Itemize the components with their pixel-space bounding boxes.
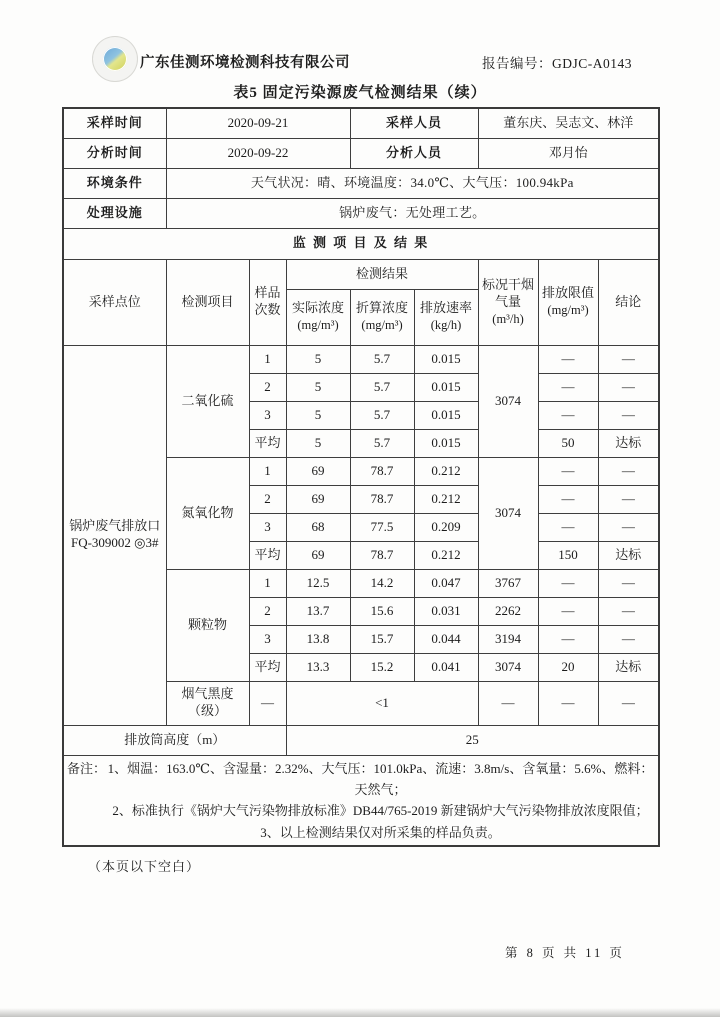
rate-value-cell: 0.015 bbox=[414, 373, 478, 401]
actual-value-cell: 13.3 bbox=[286, 653, 350, 681]
notes-cell bbox=[63, 755, 659, 846]
converted-value-cell: 14.2 bbox=[350, 569, 414, 597]
col-header-flue-volume bbox=[478, 259, 538, 345]
actual-value-cell: 68 bbox=[286, 513, 350, 541]
col-header-actual bbox=[286, 289, 350, 345]
company-name: 广东佳测环境检测科技有限公司 bbox=[140, 55, 350, 71]
sample-index-cell: 1 bbox=[249, 457, 286, 485]
flue-value-cell: 3194 bbox=[478, 625, 538, 653]
flue-value-cell: 3074 bbox=[478, 653, 538, 681]
note-item-3: 3、以上检测结果仅对所采集的样品负责。 bbox=[260, 824, 501, 840]
col-header-converted bbox=[350, 289, 414, 345]
converted-value-cell: 5.7 bbox=[350, 401, 414, 429]
conclusion-cell: — bbox=[598, 625, 659, 653]
note-item-2: 2、标准执行《锅炉大气污染物排放标准》DB44/765-2019 新建锅炉大气污染物排放浓度限值； bbox=[112, 803, 649, 819]
limit-value-cell: — bbox=[538, 485, 598, 513]
rate-value-cell: 0.212 bbox=[414, 541, 478, 569]
col-header-converted-text: 折算浓度 bbox=[356, 300, 409, 316]
section-title: 监 测 项 目 及 结 果 bbox=[63, 228, 659, 259]
conclusion-cell: — bbox=[598, 345, 659, 373]
sample-index-cell: 2 bbox=[249, 485, 286, 513]
company-logo-mark-icon bbox=[103, 47, 127, 71]
test-item-blackness bbox=[166, 681, 249, 725]
actual-value-cell: 13.7 bbox=[286, 597, 350, 625]
test-item-pm: 颗粒物 bbox=[166, 569, 249, 681]
limit-value-cell: — bbox=[538, 513, 598, 541]
col-header-rate-text: 排放速率 bbox=[420, 300, 473, 316]
converted-value-cell: 15.7 bbox=[350, 625, 414, 653]
table-row bbox=[63, 168, 659, 198]
sample-index-cell: 3 bbox=[249, 625, 286, 653]
conclusion-cell: — bbox=[598, 597, 659, 625]
sample-time-label: 采样时间 bbox=[63, 108, 166, 138]
col-header-limit-text: 排放限值 bbox=[542, 285, 595, 301]
sample-index-cell: 平均 bbox=[249, 541, 286, 569]
analysis-staff-label: 分析人员 bbox=[350, 138, 478, 168]
actual-value-cell: 5 bbox=[286, 429, 350, 457]
col-header-converted-unit: (mg/m³) bbox=[361, 318, 403, 333]
table-row bbox=[63, 138, 659, 168]
table-row bbox=[63, 345, 659, 373]
blank-page-note: （本页以下空白） bbox=[88, 859, 201, 875]
sample-index-cell: 1 bbox=[249, 569, 286, 597]
conclusion-cell: 达标 bbox=[598, 653, 659, 681]
actual-value-cell: 69 bbox=[286, 541, 350, 569]
rate-value-cell: 0.041 bbox=[414, 653, 478, 681]
table-row bbox=[63, 108, 659, 138]
converted-value-cell: 15.2 bbox=[350, 653, 414, 681]
col-header-results-group: 检测结果 bbox=[286, 259, 478, 289]
converted-value-cell: 5.7 bbox=[350, 429, 414, 457]
col-header-flue-unit: (m³/h) bbox=[492, 311, 524, 326]
table-row bbox=[63, 725, 659, 755]
note-item-1: 1、烟温：163.0℃、含湿量：2.32%、大气压：101.0kPa、流速：3.8m/s、含氧量：5.6%、燃料：天然气； bbox=[107, 760, 654, 797]
sample-staff-value: 董东庆、吴志文、林洋 bbox=[478, 108, 659, 138]
section-banner-row bbox=[63, 228, 659, 259]
actual-value-cell: 5 bbox=[286, 373, 350, 401]
report-table-container bbox=[62, 107, 658, 875]
col-header-limit bbox=[538, 259, 598, 345]
sample-index-cell: 3 bbox=[249, 401, 286, 429]
col-header-conclusion: 结论 bbox=[598, 259, 659, 345]
converted-value-cell: 15.6 bbox=[350, 597, 414, 625]
env-condition-value: 天气状况：晴、环境温度：34.0℃、大气压：100.94kPa bbox=[166, 168, 659, 198]
actual-value-cell: 13.8 bbox=[286, 625, 350, 653]
report-table bbox=[62, 107, 660, 847]
limit-value-cell: 20 bbox=[538, 653, 598, 681]
limit-value-cell: — bbox=[538, 681, 598, 725]
sample-index-cell: — bbox=[249, 681, 286, 725]
col-header-actual-unit: (mg/m³) bbox=[297, 318, 339, 333]
actual-value-cell: 12.5 bbox=[286, 569, 350, 597]
converted-value-cell: 77.5 bbox=[350, 513, 414, 541]
table-title: 表5 固定污染源废气检测结果（续） bbox=[233, 85, 487, 101]
limit-value-cell: — bbox=[538, 345, 598, 373]
notes-row bbox=[63, 755, 659, 846]
actual-value-cell: 69 bbox=[286, 457, 350, 485]
report-number: 报告编号：GDJC-A0143 bbox=[482, 56, 633, 71]
converted-value-cell: 78.7 bbox=[350, 541, 414, 569]
analysis-time-label: 分析时间 bbox=[63, 138, 166, 168]
conclusion-cell: 达标 bbox=[598, 429, 659, 457]
analysis-staff-value: 邓月怡 bbox=[478, 138, 659, 168]
sampling-point-line2: FQ-309002 ◎3# bbox=[70, 535, 159, 550]
col-header-sampling-point: 采样点位 bbox=[63, 259, 166, 345]
limit-value-cell: 150 bbox=[538, 541, 598, 569]
converted-value-cell: 5.7 bbox=[350, 345, 414, 373]
limit-value-cell: — bbox=[538, 597, 598, 625]
conclusion-cell: — bbox=[598, 681, 659, 725]
limit-value-cell: 50 bbox=[538, 429, 598, 457]
conclusion-cell: — bbox=[598, 401, 659, 429]
blackness-value-cell: <1 bbox=[286, 681, 478, 725]
conclusion-cell: — bbox=[598, 373, 659, 401]
sample-index-cell: 3 bbox=[249, 513, 286, 541]
col-header-sample-no: 样品次数 bbox=[249, 259, 286, 345]
sample-time-value: 2020-09-21 bbox=[166, 108, 350, 138]
treatment-facility-value: 锅炉废气：无处理工艺。 bbox=[166, 198, 659, 228]
rate-value-cell: 0.015 bbox=[414, 345, 478, 373]
converted-value-cell: 78.7 bbox=[350, 485, 414, 513]
sample-index-cell: 平均 bbox=[249, 429, 286, 457]
sample-index-cell: 平均 bbox=[249, 653, 286, 681]
converted-value-cell: 5.7 bbox=[350, 373, 414, 401]
sample-index-cell: 2 bbox=[249, 373, 286, 401]
col-header-rate-unit: (kg/h) bbox=[430, 318, 462, 333]
flue-value-cell: 3767 bbox=[478, 569, 538, 597]
sample-index-cell: 2 bbox=[249, 597, 286, 625]
page-number: 第 8 页 共 11 页 bbox=[505, 946, 625, 960]
flue-value-cell: 2262 bbox=[478, 597, 538, 625]
blackness-item-line1: 烟气黑度 bbox=[181, 686, 234, 702]
rate-value-cell: 0.044 bbox=[414, 625, 478, 653]
stack-height-value: 25 bbox=[286, 725, 659, 755]
col-header-test-item: 检测项目 bbox=[166, 259, 249, 345]
sampling-point-cell bbox=[63, 345, 166, 725]
rate-value-cell: 0.031 bbox=[414, 597, 478, 625]
actual-value-cell: 5 bbox=[286, 401, 350, 429]
conclusion-cell: — bbox=[598, 569, 659, 597]
actual-value-cell: 5 bbox=[286, 345, 350, 373]
rate-value-cell: 0.015 bbox=[414, 401, 478, 429]
sample-staff-label: 采样人员 bbox=[350, 108, 478, 138]
limit-value-cell: — bbox=[538, 457, 598, 485]
limit-value-cell: — bbox=[538, 625, 598, 653]
sample-index-cell: 1 bbox=[249, 345, 286, 373]
stack-height-label: 排放筒高度（m） bbox=[63, 725, 286, 755]
converted-value-cell: 78.7 bbox=[350, 457, 414, 485]
flue-value-cell: — bbox=[478, 681, 538, 725]
col-header-flue-text: 标况干烟气量 bbox=[482, 276, 535, 309]
col-header-actual-text: 实际浓度 bbox=[292, 300, 345, 316]
header-row bbox=[63, 259, 659, 289]
conclusion-cell: — bbox=[598, 513, 659, 541]
actual-value-cell: 69 bbox=[286, 485, 350, 513]
rate-value-cell: 0.212 bbox=[414, 485, 478, 513]
limit-value-cell: — bbox=[538, 569, 598, 597]
col-header-rate bbox=[414, 289, 478, 345]
limit-value-cell: — bbox=[538, 401, 598, 429]
company-logo bbox=[92, 36, 138, 82]
table-row bbox=[63, 198, 659, 228]
col-header-limit-unit: (mg/m³) bbox=[547, 303, 589, 318]
scan-edge bbox=[0, 1008, 720, 1017]
flue-value-cell: 3074 bbox=[478, 345, 538, 457]
test-item-so2: 二氧化硫 bbox=[166, 345, 249, 457]
conclusion-cell: — bbox=[598, 485, 659, 513]
sampling-point-line1: 锅炉废气排放口 bbox=[69, 518, 161, 534]
rate-value-cell: 0.047 bbox=[414, 569, 478, 597]
blackness-item-line2: （级） bbox=[187, 703, 227, 718]
env-condition-label: 环境条件 bbox=[63, 168, 166, 198]
flue-value-cell: 3074 bbox=[478, 457, 538, 569]
test-item-nox: 氮氧化物 bbox=[166, 457, 249, 569]
analysis-time-value: 2020-09-22 bbox=[166, 138, 350, 168]
rate-value-cell: 0.212 bbox=[414, 457, 478, 485]
notes-label: 备注： bbox=[67, 760, 107, 776]
limit-value-cell: — bbox=[538, 373, 598, 401]
rate-value-cell: 0.209 bbox=[414, 513, 478, 541]
rate-value-cell: 0.015 bbox=[414, 429, 478, 457]
treatment-facility-label: 处理设施 bbox=[63, 198, 166, 228]
conclusion-cell: 达标 bbox=[598, 541, 659, 569]
conclusion-cell: — bbox=[598, 457, 659, 485]
